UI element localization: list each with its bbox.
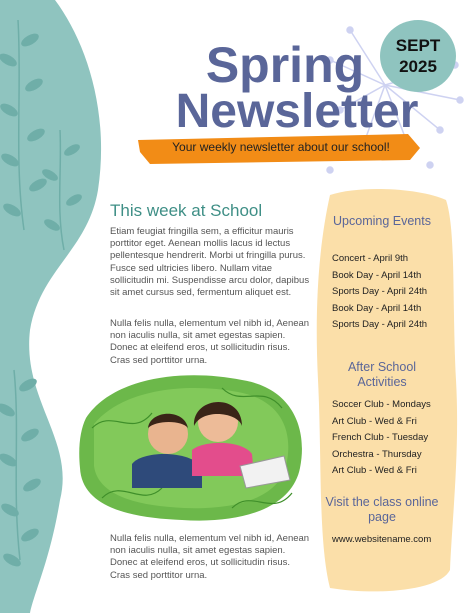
event-item: Concert - April 9th: [332, 253, 409, 264]
visit-heading: Visit the class online page: [325, 495, 439, 524]
activity-item: Art Club - Wed & Fri: [332, 415, 417, 427]
event-item: Sports Day - April 24th: [332, 319, 428, 330]
activity-item: French Club - Tuesday: [332, 432, 429, 443]
sidebar-panel-shape: [317, 189, 457, 591]
paragraph-1: Etiam feugiat fringilla sem, a efficitur mauris porttitor eget. Aenean mollis lacus id lectus pellentesque hendrerit. Morbi ut fringilla purus. Fusce sed ultricies libero. Nullam vitae sollicitudin mi. Suspendisse arcu dolor, dapibus sit amet cursus sed, fermentum aliquet est.: [110, 226, 310, 299]
activity-item: Art Club - Wed & Fri: [332, 465, 417, 476]
newsletter-title-line1: Spring: [205, 37, 365, 93]
events-list: [332, 251, 427, 334]
event-item: Book Day - April 14th: [332, 269, 422, 281]
website-link[interactable]: www.websitename.com: [332, 534, 432, 545]
tagline: Your weekly newsletter about our school!: [172, 140, 390, 154]
paragraph-2: Nulla felis nulla, elementum vel nibh id, Aenean non iaculis nulla, sit amet egestas sapien. Donec at eleifend eros, ut sollicitudin risus. Cras sed porttitor urna.: [110, 318, 310, 366]
paragraph-3: Nulla felis nulla, elementum vel nibh id, Aenean non iaculis nulla, sit amet egestas sapien. Donec at eleifend eros, ut sollicitudin risus. Cras sed porttitor urna.: [110, 533, 310, 581]
events-heading: Upcoming Events: [333, 214, 431, 228]
date-month: SEPT: [395, 36, 441, 55]
activity-item: Soccer Club - Mondays: [332, 399, 431, 410]
date-year: 2025: [399, 57, 437, 76]
event-item: Sports Day - April 24th: [332, 286, 428, 297]
activity-item: Orchestra - Thursday: [332, 448, 422, 460]
date-badge: [380, 20, 456, 92]
section-heading: This week at School: [110, 201, 263, 220]
activities-heading: After School Activities: [347, 360, 417, 389]
newsletter-title-line2: Newsletter: [175, 85, 419, 138]
event-item: Book Day - April 14th: [332, 302, 422, 314]
activities-list: [332, 397, 431, 480]
children-photo: [72, 368, 312, 533]
